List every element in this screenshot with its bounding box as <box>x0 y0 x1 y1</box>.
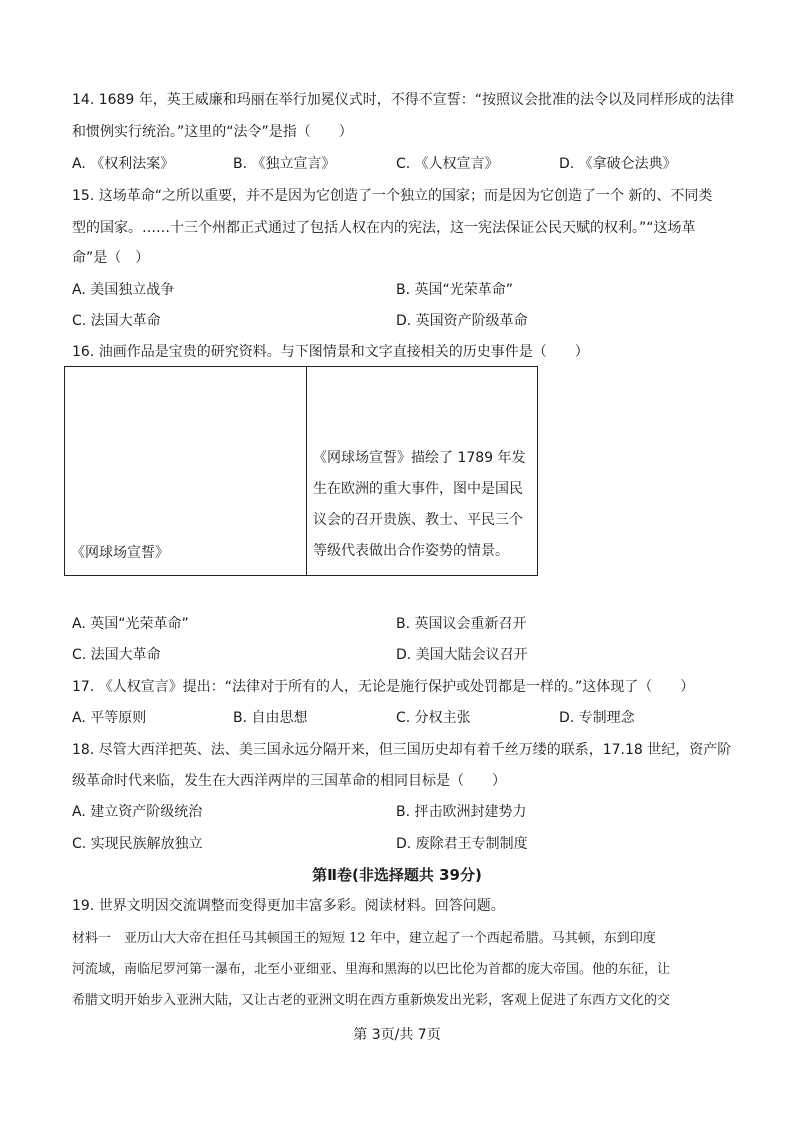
q16-option-b: B. 英国议会重新召开 <box>396 616 527 632</box>
q15-option-b: B. 英国“光荣革命” <box>396 282 514 298</box>
q18-stem-line2: 级革命时代来临，发生在大西洋两岸的三国革命的相同目标是（ ） <box>72 773 506 789</box>
painting-description: 《网球场宣誓》描绘了 1789 年发生在欧洲的重大事件，图中是国民议会的召开贵族、教士、平民三个等级代表做出合作姿势的情景。 <box>313 450 526 559</box>
q14-option-c: C. 《人权宣言》 <box>396 156 499 172</box>
q15-option-c: C. 法国大革命 <box>72 313 161 329</box>
painting-caption: 《网球场宣誓》 <box>71 545 169 561</box>
q14-option-d: D. 《拿破仑法典》 <box>559 156 677 172</box>
page-footer: 第 3页/共 7页 <box>353 1027 441 1043</box>
q19-material-line1: 材料一 亚历山大大帝在担任马其顿国王的短短 12 年中，建立起了一个西起希腊。马其顿，东到印度 <box>72 931 656 946</box>
q15-stem-line1: 15. 这场革命“之所以重要，并不是因为它创造了一个独立的国家；而是因为它创造了一个 新的、不同类 <box>72 188 713 204</box>
q19-material-line3: 希腊文明开始步入亚洲大陆，又让古老的亚洲文明在西方重新焕发出光彩，客观上促进了东西方文化的交 <box>72 993 671 1008</box>
q16-stem-line1: 16. 油画作品是宝贵的研究资料。与下图情景和文字直接相关的历史事件是（ ） <box>72 344 589 360</box>
q17-option-a: A. 平等原则 <box>72 710 147 726</box>
q16-option-c: C. 法国大革命 <box>72 647 161 663</box>
q18-stem-line1: 18. 尽管大西洋把英、法、美三国永远分隔开来，但三国历史却有着千丝万缕的联系，17.18 世纪，资产阶 <box>72 742 732 758</box>
q15-stem-line2: 型的国家。……十三个州都正式通过了包括人权在内的宪法，这一宪法保证公民天赋的权利。”“这场革 <box>72 220 696 236</box>
q14-option-a: A. 《权利法案》 <box>72 156 175 172</box>
q18-option-b: B. 抨击欧洲封建势力 <box>396 804 527 820</box>
q16-material-table <box>64 366 538 576</box>
q14-stem-line1: 14. 1689 年，英王威廉和玛丽在举行加冕仪式时，不得不宣誓：“按照议会批准的法令以及同样形成的法律 <box>72 92 735 108</box>
q17-option-b: B. 自由思想 <box>233 710 308 726</box>
q18-option-a: A. 建立资产阶级统治 <box>72 804 203 820</box>
q19-material-line2: 河流域，南临尼罗河第一瀑布，北至小亚细亚、里海和黑海的以巴比伦为首都的庞大帝国。他的东征，让 <box>72 962 671 977</box>
q16-option-a: A. 英国“光荣革命” <box>72 616 189 632</box>
q14-stem-line2: 和惯例实行统治。”这里的“法令”是指（ ） <box>72 124 353 140</box>
section-2-title: 第Ⅱ卷(非选择题共 39分) <box>312 866 482 884</box>
q18-option-d: D. 废除君王专制制度 <box>396 836 528 852</box>
q16-option-d: D. 美国大陆会议召开 <box>396 647 528 663</box>
q15-stem-line3: 命”是（ ） <box>72 250 150 266</box>
q15-option-a: A. 美国独立战争 <box>72 282 175 298</box>
q14-option-b: B. 《独立宣言》 <box>233 156 336 172</box>
q19-stem-line1: 19. 世界文明因交流调整而变得更加丰富多彩。阅读材料。回答问题。 <box>72 898 505 914</box>
q18-option-c: C. 实现民族解放独立 <box>72 836 203 852</box>
table-divider <box>306 367 307 575</box>
q17-option-c: C. 分权主张 <box>396 710 471 726</box>
q17-stem-line1: 17. 《人权宣言》提出：“法律对于所有的人，无论是施行保护或处罚都是一样的。”这体现了（ ） <box>72 679 695 695</box>
q15-option-d: D. 英国资产阶级革命 <box>396 313 528 329</box>
q17-option-d: D. 专制理念 <box>559 710 635 726</box>
